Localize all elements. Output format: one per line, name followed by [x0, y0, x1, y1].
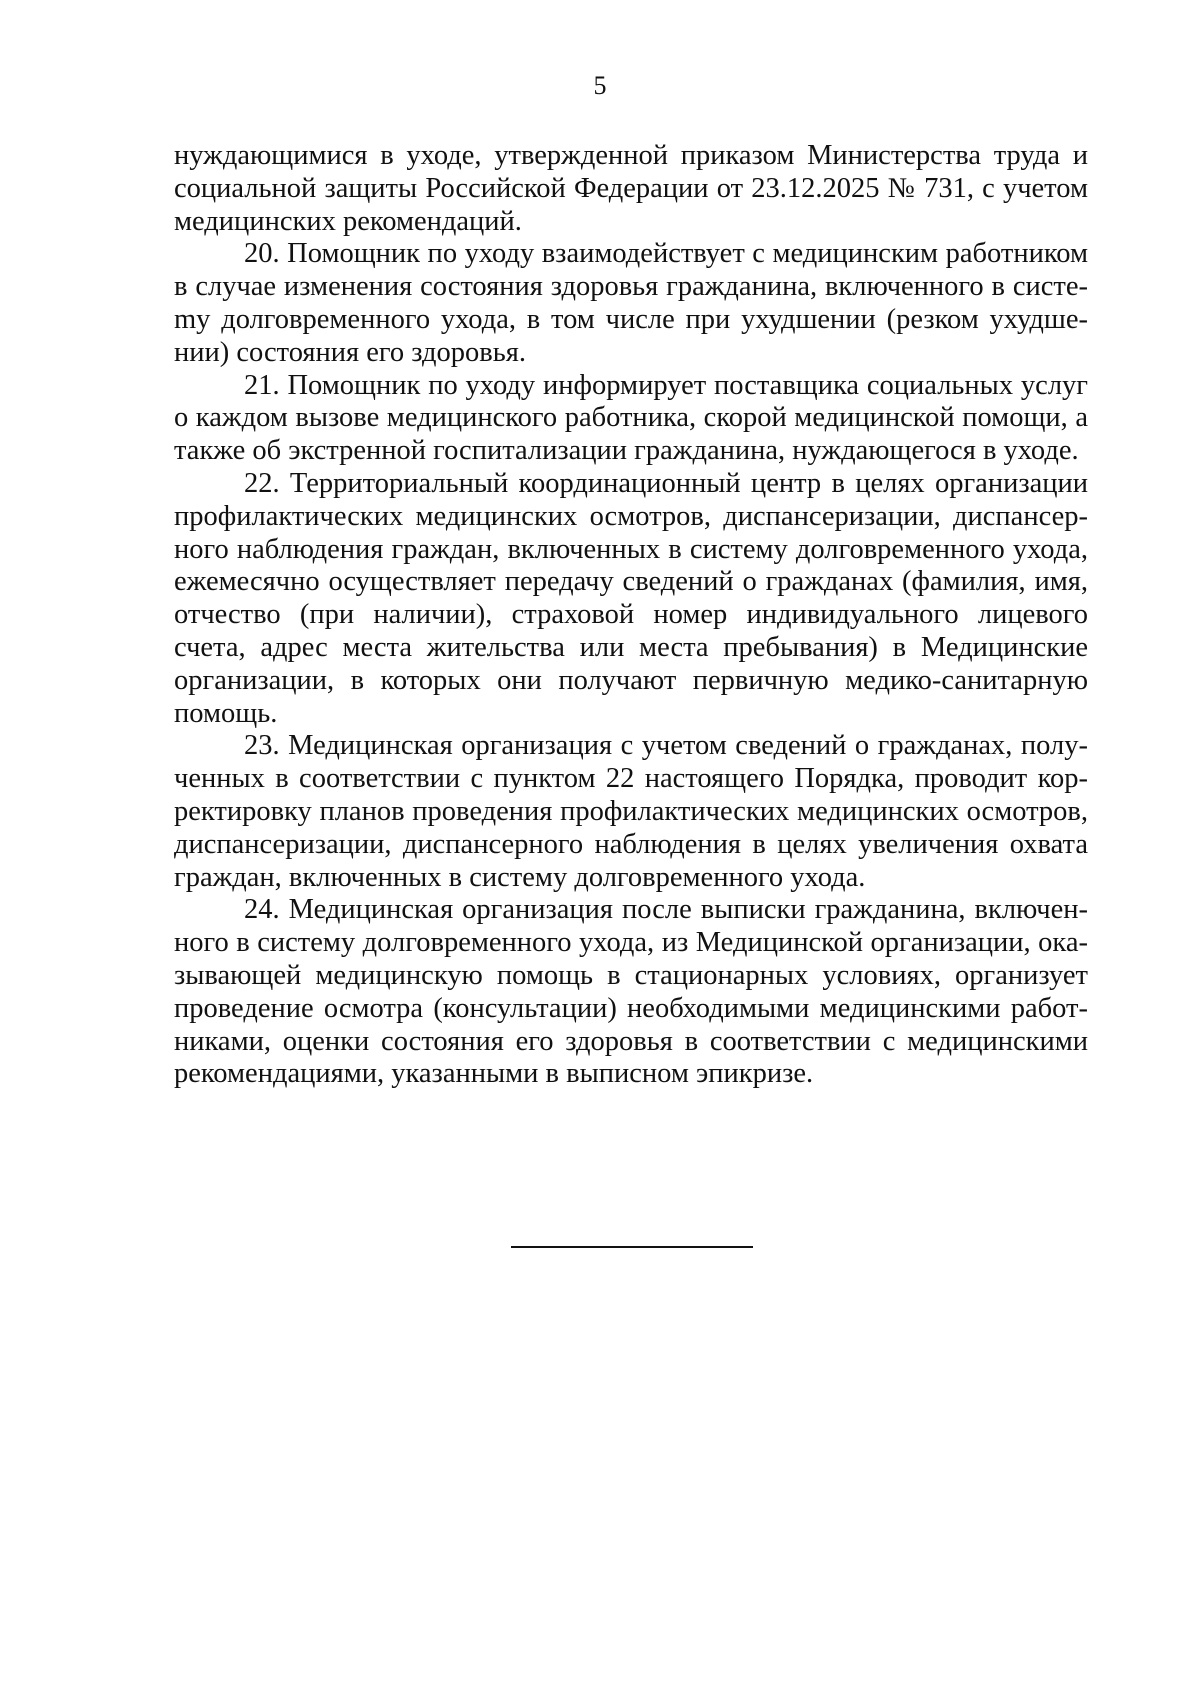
- page-number: 5: [593, 71, 607, 100]
- paragraph-item-22: 22. Территориальный координационный центр в целях организации профилактических медицинских осмотров, диспансеризации, диспансерного наблюдения граждан, включенных в систему долговременного ухода, ежемесячно осуществляет передачу сведений о гражданах (фамилия, имя, отчество (при наличии), страховой номер индивидуального лицевого счета, адрес места жительства или места пребывания) в Медицинские организации, в которых они получают первичную медико-санитарную помощь.: [174, 467, 1088, 729]
- paragraph-item-24: 24. Медицинская организация после выписки гражданина, включенного в систему долговременного ухода, из Медицинской организации, оказывающей медицинскую помощь в стационарных условиях, организует проведение осмотра (консультации) необходимыми медицинскими работниками, оценки состояния его здоровья в соответствии с медицинскими рекомендациями, указанными в выписном эпикризе.: [174, 894, 1088, 1090]
- paragraph-item-20: 20. Помощник по уходу взаимодействует с медицинским работником в случае изменения состояния здоровья гражданина, включенного в систеmу долговременного ухода, в том числе при ухудшении (резком ухудшении) состояния его здоровья.: [174, 238, 1088, 368]
- end-of-document-rule: [511, 1246, 753, 1248]
- document-body: [174, 140, 1088, 1091]
- paragraph-item-21: 21. Помощник по уходу информирует поставщика социальных услуг о каждом вызове медицинского работника, скорой медицинской помощи, а также об экстренной госпитализации гражданина, нуждающегося в уходе.: [174, 369, 1088, 467]
- paragraph-item-23: 23. Медицинская организация с учетом сведений о гражданах, полученных в соответствии с пунктом 22 настоящего Порядка, проводит корректировку планов проведения профилактических медицинских осмотров, диспансеризации, диспансерного наблюдения в целях увеличения охвата граждан, включенных в систему долговременного ухода.: [174, 730, 1088, 893]
- paragraph-continuation: нуждающимися в уходе, утвержденной приказом Министерства труда и социальной защиты Российской Федерации от 23.12.2025 № 731, с учетом медицинских рекомендаций.: [174, 140, 1088, 237]
